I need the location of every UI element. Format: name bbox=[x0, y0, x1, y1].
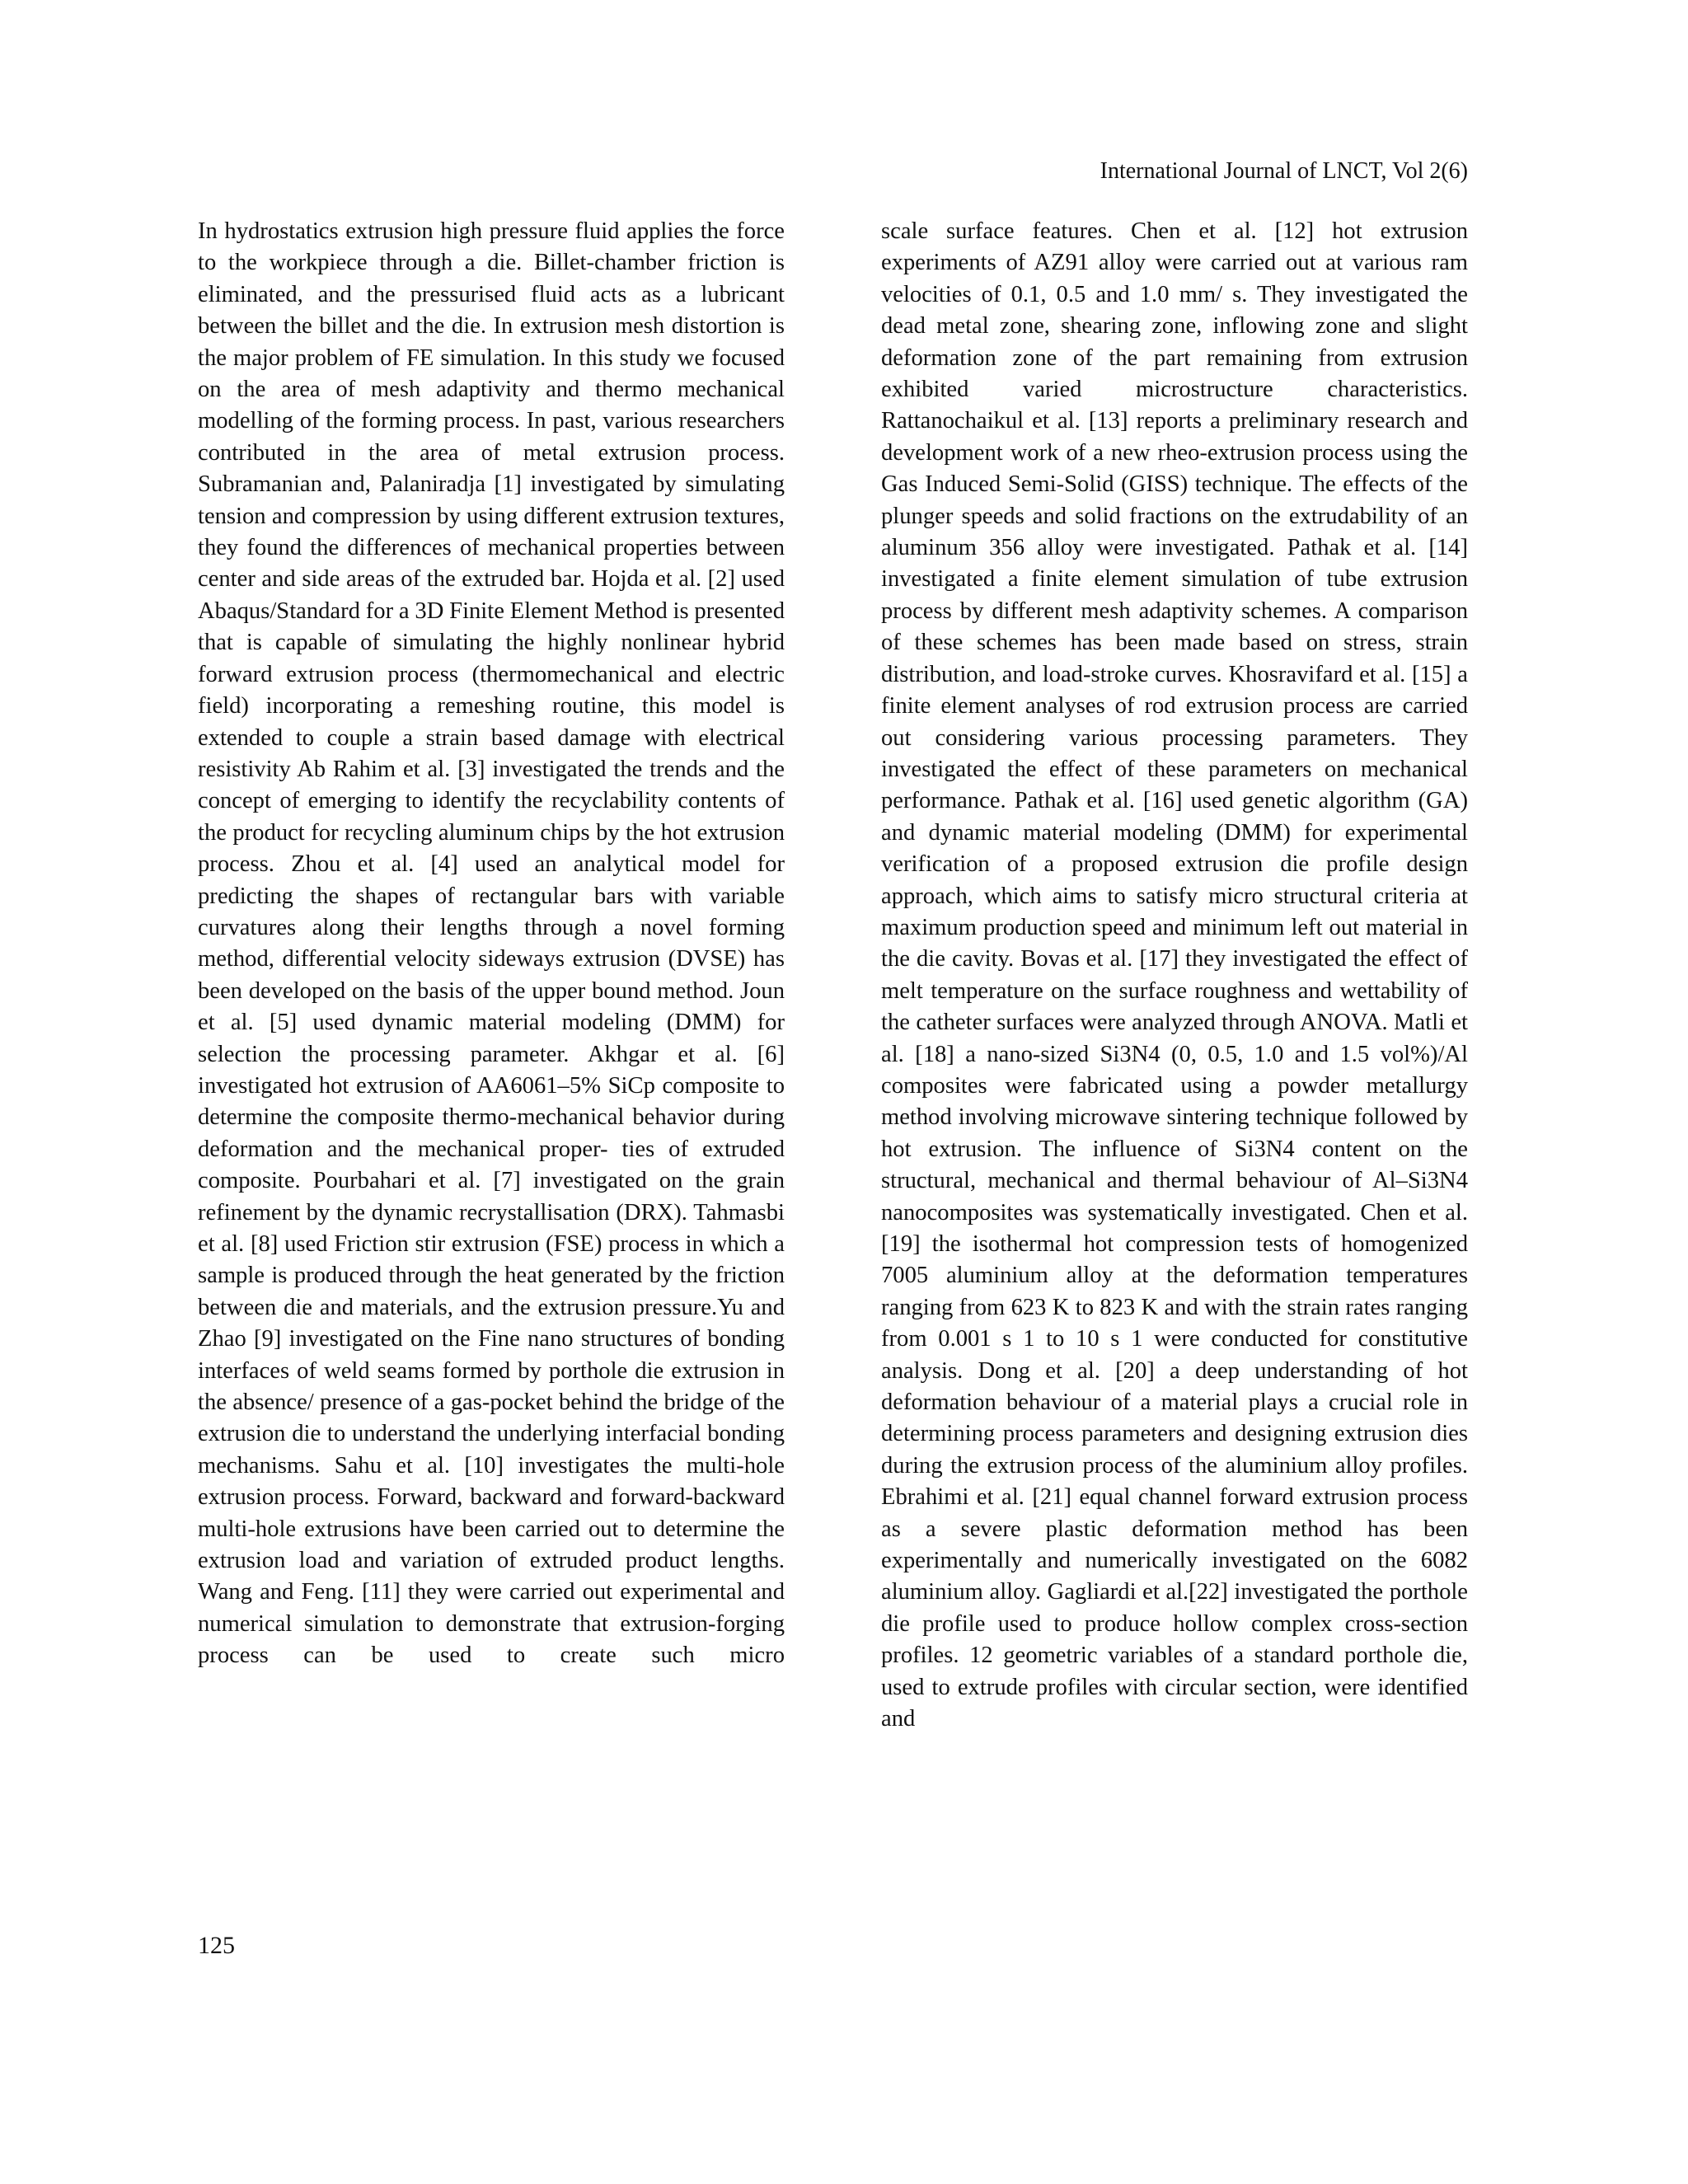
left-column-text: In hydrostatics extrusion high pressure fluid applies the force to the workpiece through a die. Billet-chamber friction is eliminated, and the pressurised fluid acts as a lubricant between the billet and the die. In extrusion mesh distortion is the major problem of FE simulation. In this study we focused on the area of mesh adaptivity and thermo mechanical modelling of the forming process. In past, various researchers contributed in the area of metal extrusion process. Subramanian and, Palaniradja [1] investigated by simulating tension and compression by using different extrusion textures, they found the differences of mechanical properties between center and side areas of the extruded bar. Hojda et al. [2] used Abaqus/Standard for a 3D Finite Element Method is presented that is capable of simulating the highly nonlinear hybrid forward extrusion process (thermomechanical and electric field) incorporating a remeshing routine, this model is extended to couple a strain based damage with electrical resistivity Ab Rahim et al. [3] investigated the trends and the concept of emerging to identify the recyclability contents of the product for recycling aluminum chips by the hot extrusion process. Zhou et al. [4] used an analytical model for predicting the shapes of rectangular bars with variable curvatures along their lengths through a novel forming method, differential velocity sideways extrusion (DVSE) has been developed on the basis of the upper bound method. Joun et al. [5] used dynamic material modeling (DMM) for selection the processing parameter. Akhgar et al. [6] investigated hot extrusion of AA6061–5% SiCp composite to determine the composite thermo-mechanical behavior during deformation and the mechanical proper- ties of extruded composite. Pourbahari et al. [7] investigated on the grain refinement by the dynamic recrystallisation (DRX). Tahmasbi et al. [8] used Friction stir extrusion (FSE) process in which a sample is produced through the heat generated by the friction between die and materials, and the extrusion pressure.Yu and Zhao [9] investigated on the Fine nano structures of bonding interfaces of weld seams formed by porthole die extrusion in the absence/ presence of a gas-pocket behind the bridge of the extrusion die to understand the underlying interfacial bonding mechanisms. Sahu et al. [10] investigates the multi-hole extrusion process. Forward, backward and forward-backward multi-hole extrusions have been carried out to determine the extrusion load and variation of extruded product lengths. Wang and Feng. [11] they were carried out experimental and numerical simulation to demonstrate that extrusion-forging process can be used to create such micro bbox=[198, 218, 785, 1669]
left-column bbox=[198, 216, 785, 1672]
right-column bbox=[881, 216, 1468, 1736]
right-column-text: scale surface features. Chen et al. [12] hot extrusion experiments of AZ91 alloy were carried out at various ram velocities of 0.1, 0.5 and 1.0 mm/ s. They investigated the dead metal zone, shearing zone, inflowing zone and slight deformation zone of the part remaining from extrusion exhibited varied microstructure characteristics. Rattanochaikul et al. [13] reports a preliminary research and development work of a new rheo-extrusion process using the Gas Induced Semi-Solid (GISS) technique. The effects of the plunger speeds and solid fractions on the extrudability of an aluminum 356 alloy were investigated. Pathak et al. [14] investigated a finite element simulation of tube extrusion process by different mesh adaptivity schemes. A comparison of these schemes has been made based on stress, strain distribution, and load-stroke curves. Khosravifard et al. [15] a finite element analyses of rod extrusion process are carried out considering various processing parameters. They investigated the effect of these parameters on mechanical performance. Pathak et al. [16] used genetic algorithm (GA) and dynamic material modeling (DMM) for experimental verification of a proposed extrusion die profile design approach, which aims to satisfy micro structural criteria at maximum production speed and minimum left out material in the die cavity. Bovas et al. [17] they investigated the effect of melt temperature on the surface roughness and wettability of the catheter surfaces were analyzed through ANOVA. Matli et al. [18] a nano-sized Si3N4 (0, 0.5, 1.0 and 1.5 vol%)/Al composites were fabricated using a powder metallurgy method involving microwave sintering technique followed by hot extrusion. The influence of Si3N4 content on the structural, mechanical and thermal behaviour of Al–Si3N4 nanocomposites was systematically investigated. Chen et al. [19] the isothermal hot compression tests of homogenized 7005 aluminium alloy at the deformation temperatures ranging from 623 K to 823 K and with the strain rates ranging from 0.001 s 1 to 10 s 1 were conducted for constitutive analysis. Dong et al. [20] a deep understanding of hot deformation behaviour of a material plays a crucial role in determining process parameters and designing extrusion dies during the extrusion process of the aluminium alloy profiles. Ebrahimi et al. [21] equal channel forward extrusion process as a severe plastic deformation method has been experimentally and numerically investigated on the 6082 aluminium alloy. Gagliardi et al.[22] investigated the porthole die profile used to produce hollow complex cross-section profiles. 12 geometric variables of a standard porthole die, used to extrude profiles with circular section, were identified and bbox=[881, 218, 1468, 1732]
page-number: 125 bbox=[198, 1932, 235, 1959]
running-head: International Journal of LNCT, Vol 2(6) bbox=[1100, 158, 1468, 184]
